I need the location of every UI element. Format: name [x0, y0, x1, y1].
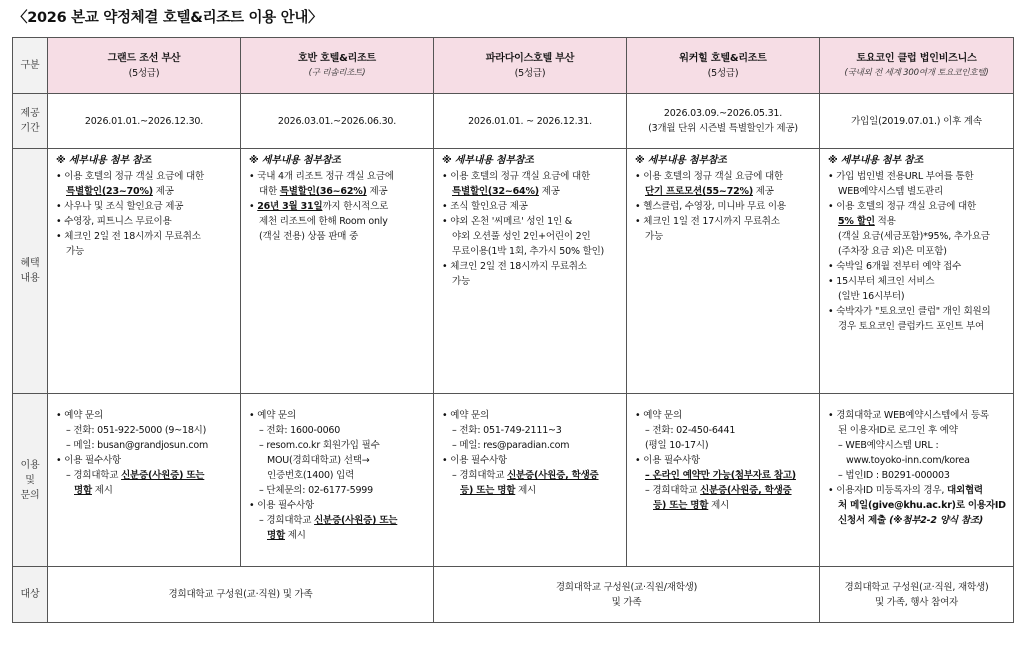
benefit-line: • 이용 호텔의 정규 객실 요금에 대한	[56, 171, 205, 182]
hotel-name: 워커힐 호텔&리조트	[679, 52, 767, 64]
benefit-line: 가능	[66, 246, 84, 257]
requirement-highlight: 신분증(사원증, 학생증	[507, 470, 599, 481]
text: 대한	[259, 186, 280, 197]
usage-line: • 이용 필수사항	[249, 500, 314, 511]
benefit-line: WEB예약시스템 별도관리	[838, 186, 943, 197]
usage-line: – 단체문의: 02-6177-5999	[259, 485, 373, 496]
usage-line: • 예약 문의	[56, 410, 103, 421]
discount-highlight: 5% 할인	[838, 216, 875, 227]
usage-line: MOU(경희대학교) 선택→	[267, 455, 370, 466]
requirement-highlight: 신분증(사원증, 학생증	[700, 485, 792, 496]
usage-line: – resom.co.kr 회원가입 필수	[259, 440, 380, 451]
contact-highlight: 대외협력	[947, 485, 983, 496]
attachment-note: ※ 세부내용 첨부참조	[249, 155, 341, 166]
text: 제공	[752, 186, 774, 197]
usage-line: – 전화: 02-450-6441	[645, 425, 736, 436]
benefit-line: 가능	[452, 276, 470, 287]
usage-line: (평일 10-17시)	[645, 440, 709, 451]
target-cell-3-4	[434, 567, 820, 623]
target-row	[13, 567, 1014, 623]
hotel-grade: (5성급)	[128, 67, 160, 79]
text: – 경희대학교	[66, 470, 122, 481]
discount-highlight: 특별할인(36~62%)	[279, 186, 367, 197]
benefit-line	[635, 184, 813, 199]
requirement-highlight: – 온라인 예약만 가능(첨부자료 참고)	[645, 470, 796, 481]
benefit-line: 무료이용(1박 1회, 추가시 50% 할인)	[452, 246, 605, 257]
usage-cell-2	[241, 394, 434, 567]
usage-line: • 이용 필수사항	[442, 455, 507, 466]
usage-line: • 경희대학교 WEB예약시스템에서 등록	[828, 410, 989, 421]
hotel-header-1	[48, 38, 241, 94]
usage-line	[56, 483, 234, 498]
usage-row	[13, 394, 1014, 567]
benefit-line: (객실 요금(세금포함)*95%, 추가요금	[838, 231, 990, 242]
label-benefit	[13, 149, 48, 394]
benefit-line: (주차장 요금 외)은 미포함)	[838, 246, 947, 257]
usage-line: – 법인ID : B0291-000003	[838, 470, 950, 481]
hotel-name: 그랜드 조선 부산	[107, 52, 181, 64]
benefit-cell-1	[48, 149, 241, 394]
usage-cell-4	[627, 394, 820, 567]
benefit-line: • 이용 호텔의 정규 객실 요금에 대한	[442, 171, 591, 182]
period-line: (3개월 단위 시즌별 특별할인가 제공)	[648, 123, 798, 134]
usage-cell-1	[48, 394, 241, 567]
target-line: 및 가족	[611, 596, 642, 608]
benefit-line: • 가입 법인별 전용URL 부여를 통한	[828, 171, 974, 182]
usage-cell-5	[820, 394, 1014, 567]
attachment-note: ※ 세부내용 첨부참조	[442, 155, 534, 166]
usage-line	[442, 468, 620, 483]
benefit-line: (객실 전용) 상품 판매 중	[259, 231, 359, 242]
hotel-info-table	[12, 37, 1014, 623]
hotel-name: 파라다이스호텔 부산	[485, 52, 575, 64]
benefit-line: • 15시부터 체크인 서비스	[828, 276, 935, 287]
benefit-line: • 26년 3월 31일까지 한시적으로	[249, 201, 389, 212]
benefit-row	[13, 149, 1014, 394]
benefit-line: • 숙박자가 "토요코인 클럽" 개인 회원의	[828, 306, 991, 317]
hotel-subtitle: (국내외 전 세계 300여개 토요코인호텔)	[844, 67, 989, 78]
requirement-highlight: 신분증(사원증) 또는	[314, 515, 398, 526]
label-line: 혜택	[20, 258, 40, 269]
hotel-grade: (5성급)	[707, 67, 739, 79]
usage-line	[442, 483, 620, 498]
text: – 경희대학교	[259, 515, 315, 526]
benefit-line: 경우 토요코인 클럽카드 포인트 부여	[838, 321, 984, 332]
benefit-line: • 야외 온천 '씨메르' 성인 1인 &	[442, 216, 572, 227]
period-row	[13, 94, 1014, 149]
discount-highlight: 특별할인(32~64%)	[452, 186, 539, 197]
usage-line: – 메일: busan@grandjosun.com	[66, 440, 209, 451]
period-cell-2: 2026.03.01.~2026.06.30.	[241, 94, 434, 149]
benefit-line: • 헬스클럽, 수영장, 미니바 무료 이용	[635, 201, 786, 212]
header-row	[13, 38, 1014, 94]
label-usage	[13, 394, 48, 567]
benefit-line: • 체크인 2일 전 18시까지 무료취소	[56, 231, 201, 242]
text: 제시	[91, 485, 113, 496]
period-cell-4	[627, 94, 820, 149]
benefit-line: • 체크인 1일 전 17시까지 무료취소	[635, 216, 780, 227]
target-cell-5	[820, 567, 1014, 623]
text: 까지 한시적으로	[322, 201, 389, 212]
usage-line: – 메일: res@paradian.com	[452, 440, 570, 451]
usage-line: • 예약 문의	[635, 410, 682, 421]
usage-line: – WEB예약시스템 URL :	[838, 440, 939, 451]
target-line: 경희대학교 구성원(교·직원/재학생)	[555, 581, 698, 593]
hotel-header-3	[434, 38, 627, 94]
target-line: 경희대학교 구성원(교·직원, 재학생)	[844, 581, 989, 593]
hotel-name: 토요코인 클럽 법인비즈니스	[856, 52, 977, 64]
benefit-line: 야외 오션풀 성인 2인+어린이 2인	[452, 231, 591, 242]
usage-line	[828, 498, 1007, 513]
benefit-line: 가능	[645, 231, 663, 242]
benefit-line: • 이용 호텔의 정규 객실 요금에 대한	[635, 171, 784, 182]
benefit-line: 제천 리조트에 한해 Room only	[259, 216, 388, 227]
label-line: 내용	[20, 273, 40, 284]
attachment-reference: (※첨부2-2 양식 참조)	[886, 515, 984, 526]
requirement-highlight: 명함	[267, 530, 285, 541]
label-line: 제공	[20, 108, 40, 119]
date-highlight: 26년 3월 31일	[257, 201, 323, 212]
hotel-name: 호반 호텔&리조트	[297, 52, 377, 64]
attachment-note: ※ 세부내용 첨부 참조	[56, 155, 152, 166]
period-cell-3: 2026.01.01. ~ 2026.12.31.	[434, 94, 627, 149]
hotel-header-4	[627, 38, 820, 94]
text: 제공	[152, 186, 174, 197]
target-cell-1-2: 경희대학교 구성원(교·직원) 및 가족	[48, 567, 434, 623]
label-category: 구분	[13, 38, 48, 94]
usage-line: • 이용 필수사항	[56, 455, 121, 466]
usage-line	[635, 498, 813, 513]
benefit-line: • 사우나 및 조식 할인요금 제공	[56, 201, 184, 212]
text: 제시	[708, 500, 730, 511]
requirement-highlight: 등) 또는 명함	[460, 485, 516, 496]
discount-highlight: 단기 프로모션(55~72%)	[645, 186, 753, 197]
usage-line: www.toyoko-inn.com/korea	[846, 455, 970, 466]
attachment-note: ※ 세부내용 첨부참조	[635, 155, 727, 166]
benefit-cell-2	[241, 149, 434, 394]
usage-cell-3	[434, 394, 627, 567]
usage-line	[828, 483, 1007, 498]
requirement-highlight: 등) 또는 명함	[653, 500, 709, 511]
page-title: 〈2026 본교 약정체결 호텔&리조트 이용 안내〉	[13, 10, 323, 26]
benefit-cell-5	[820, 149, 1014, 394]
benefit-cell-4	[627, 149, 820, 394]
usage-line	[635, 468, 813, 483]
usage-line: • 예약 문의	[249, 410, 296, 421]
usage-line: 된 이용자ID로 로그인 후 예약	[838, 425, 958, 436]
usage-line	[56, 468, 234, 483]
benefit-line: • 이용 호텔의 정규 객실 요금에 대한	[828, 201, 977, 212]
usage-line	[249, 528, 427, 543]
usage-line	[635, 483, 813, 498]
benefit-line: • 체크인 2일 전 18시까지 무료취소	[442, 261, 587, 272]
benefit-line: (일반 16시부터)	[838, 291, 905, 302]
benefit-line: • 수영장, 피트니스 무료이용	[56, 216, 172, 227]
usage-line	[828, 513, 1007, 528]
requirement-highlight: 명함	[74, 485, 92, 496]
contact-highlight: 처 메일(give@khu.ac.kr)로 이용자ID	[838, 500, 1006, 511]
benefit-line	[249, 184, 427, 199]
period-cell-1: 2026.01.01.~2026.12.30.	[48, 94, 241, 149]
discount-highlight: 특별할인(23~70%)	[66, 186, 153, 197]
text: 제공	[538, 186, 560, 197]
label-line: 이용	[20, 459, 40, 471]
usage-line	[249, 513, 427, 528]
period-cell-5: 가입일(2019.07.01.) 이후 계속	[820, 94, 1014, 149]
label-period	[13, 94, 48, 149]
hotel-header-5	[820, 38, 1014, 94]
usage-line: – 전화: 051-749-2111~3	[452, 425, 562, 436]
usage-line: • 이용 필수사항	[635, 455, 700, 466]
benefit-line: • 국내 4개 리조트 정규 객실 요금에	[249, 171, 394, 182]
usage-line: • 예약 문의	[442, 410, 489, 421]
usage-line: 인증번호(1400) 입력	[267, 470, 355, 481]
benefit-line	[442, 184, 620, 199]
benefit-line	[56, 184, 234, 199]
label-line: 및	[25, 474, 35, 486]
hotel-subtitle: (구 리솜리조트)	[308, 67, 366, 78]
label-line: 문의	[20, 489, 40, 501]
usage-line: – 전화: 1600-0060	[259, 425, 341, 436]
text: – 경희대학교	[645, 485, 701, 496]
benefit-line	[828, 214, 1007, 229]
label-line: 기간	[20, 123, 40, 134]
target-line: 및 가족, 행사 참여자	[874, 596, 959, 608]
text: 제공	[366, 186, 388, 197]
label-target: 대상	[13, 567, 48, 623]
hotel-grade: (5성급)	[514, 67, 546, 79]
period-line: 2026.03.09.~2026.05.31.	[663, 108, 783, 119]
text: • 이용자ID 미등록자의 경우,	[828, 485, 947, 496]
benefit-line: • 조식 할인요금 제공	[442, 201, 528, 212]
contact-highlight: 신청서 제출	[838, 515, 886, 526]
text: – 경희대학교	[452, 470, 508, 481]
text: 적용	[874, 216, 896, 227]
text: 제시	[515, 485, 537, 496]
attachment-note: ※ 세부내용 첨부 참조	[828, 155, 924, 166]
requirement-highlight: 신분증(사원증) 또는	[121, 470, 205, 481]
benefit-cell-3	[434, 149, 627, 394]
usage-line: – 전화: 051-922-5000 (9~18시)	[66, 425, 207, 436]
hotel-header-2	[241, 38, 434, 94]
benefit-line: • 숙박일 6개월 전부터 예약 접수	[828, 261, 962, 272]
text: 제시	[284, 530, 306, 541]
